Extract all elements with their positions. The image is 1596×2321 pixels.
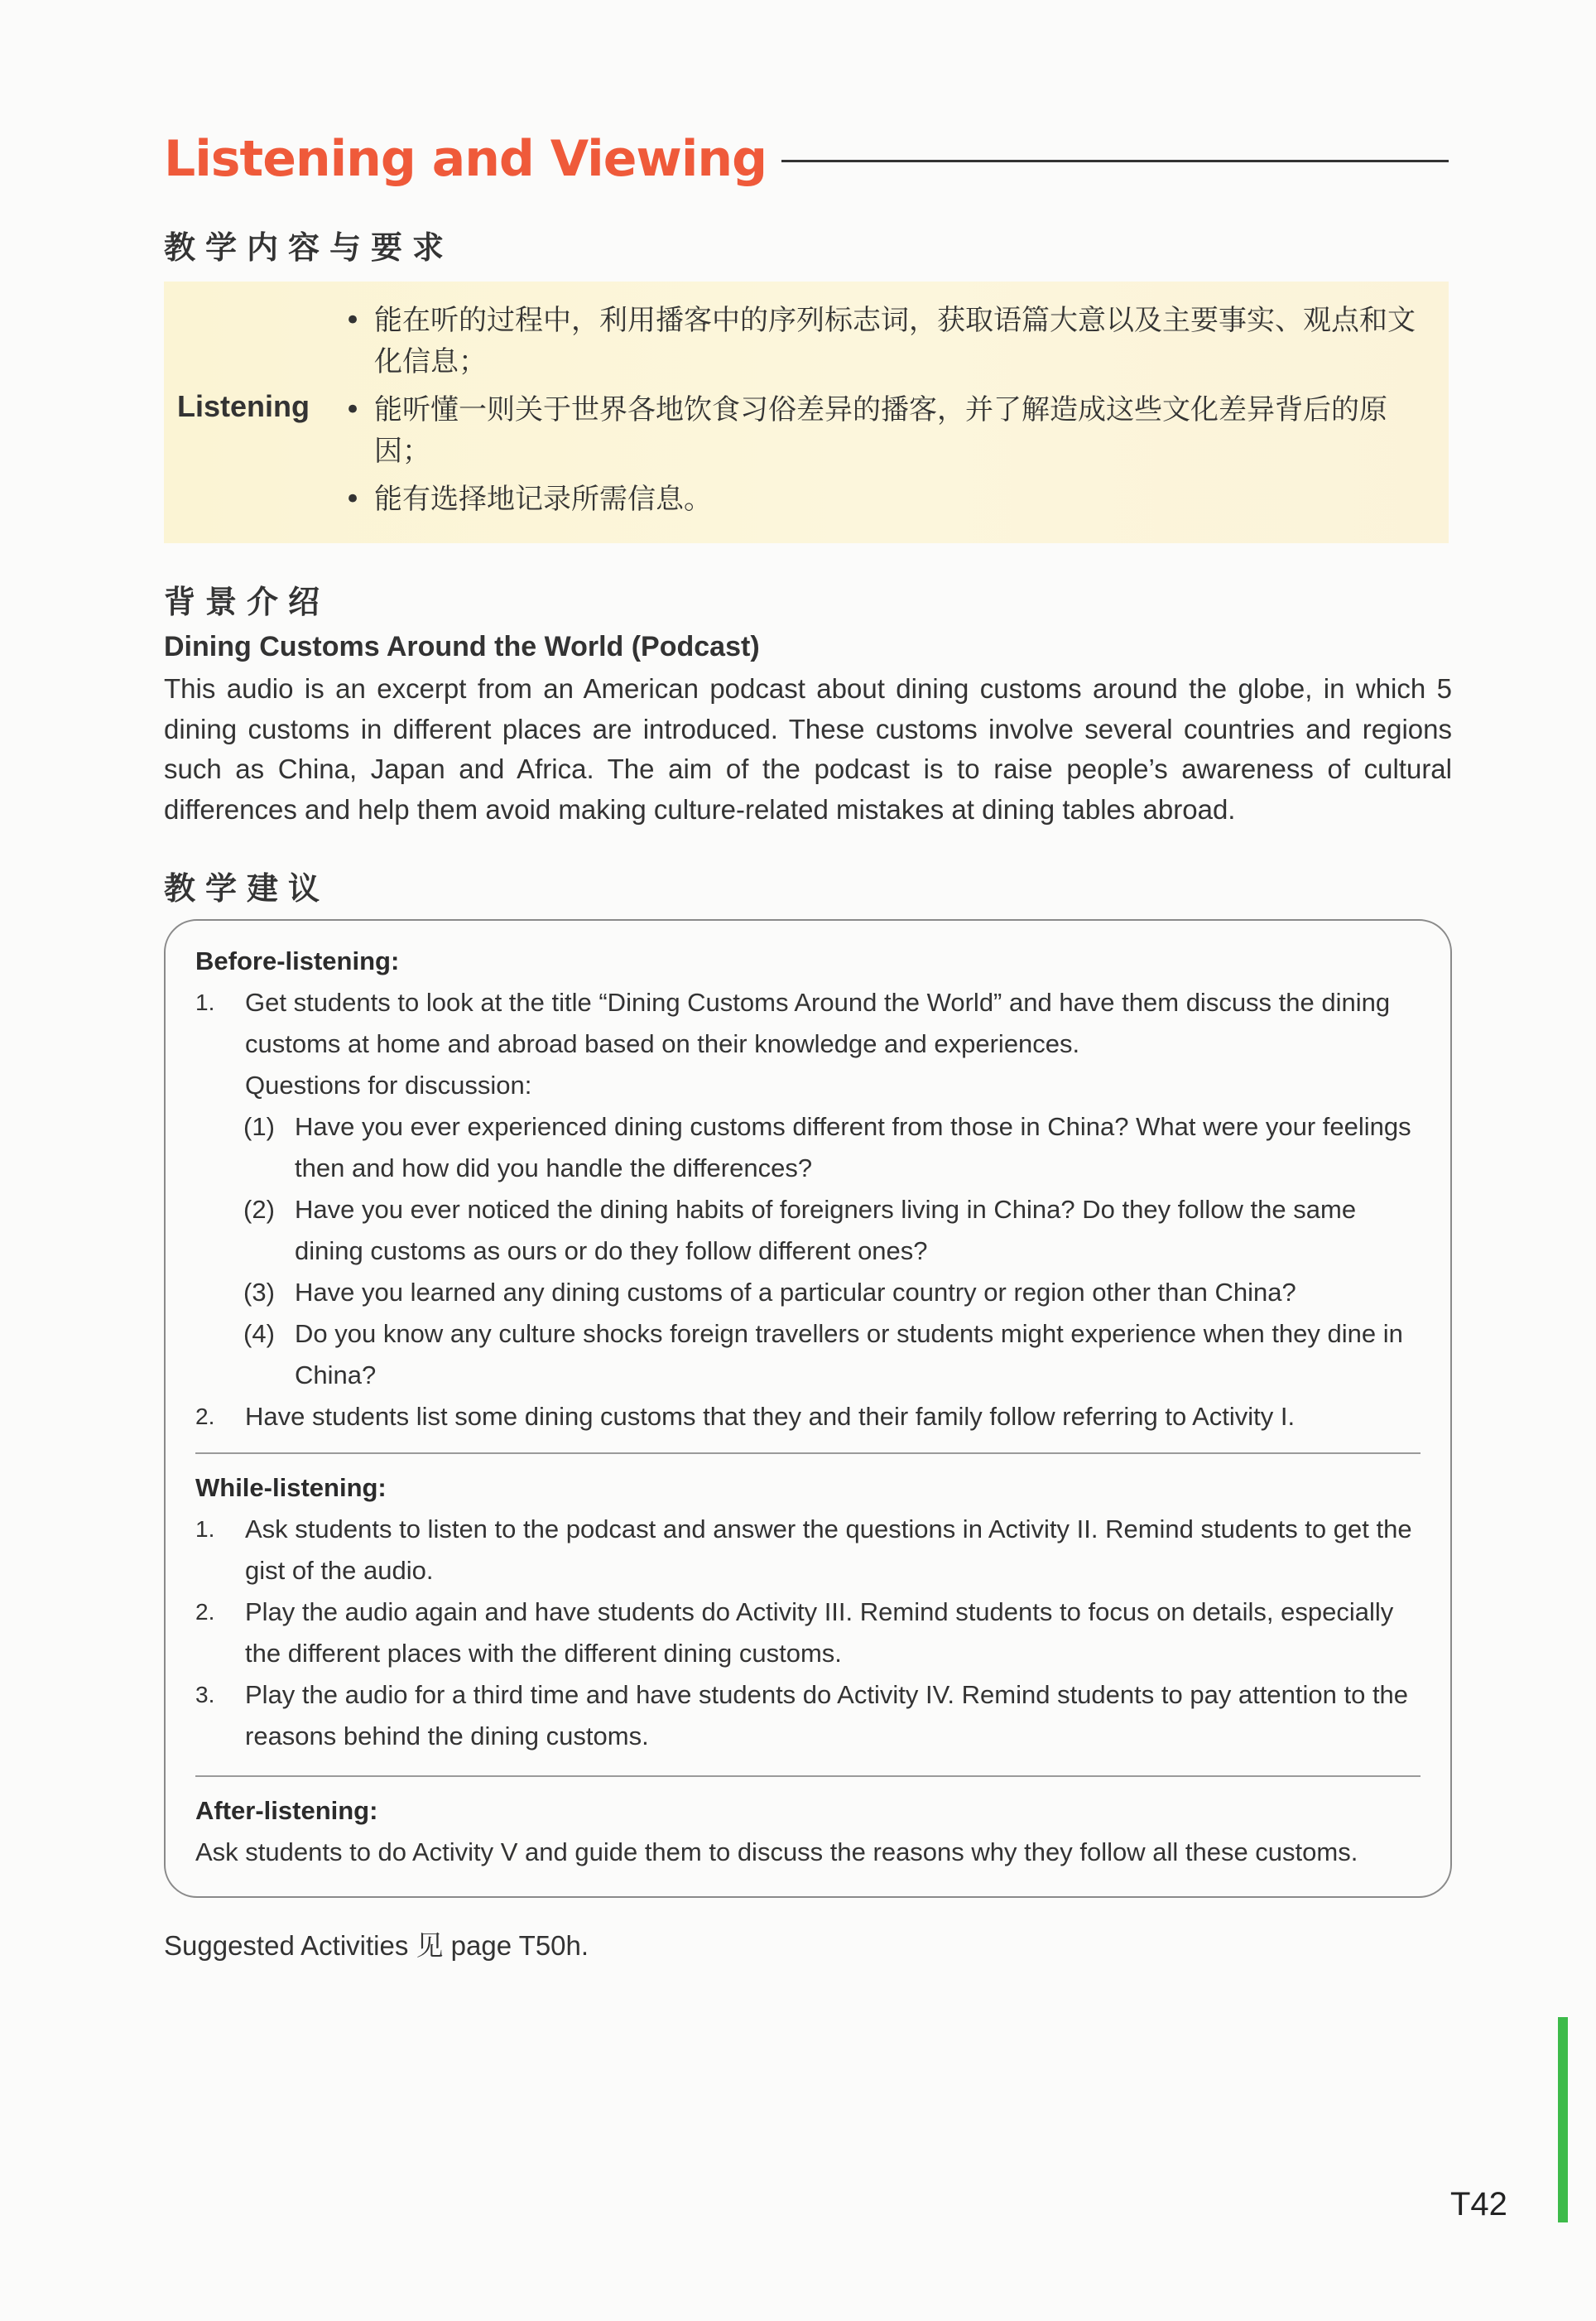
page-number: T42 [1450, 2186, 1507, 2222]
list-item: 2. Play the audio again and have students do Activity III. Remind students to focus on details, especially the different places with the different dining customs. [195, 1597, 1394, 1668]
title-rule [781, 160, 1449, 162]
requirement-item: • 能有选择地记录所需信息。 [338, 479, 1439, 520]
question-item: (1) Have you ever experienced dining customs different from those in China? What were your feelings then and how did you handle the differences? [243, 1112, 1411, 1182]
bullet-icon: • [344, 483, 362, 516]
list-item: 2. Have students list some dining customs that they and their family follow referring to Activity I. [195, 1402, 1296, 1431]
list-item: 1. Get students to look at the title “Dining Customs Around the World” and have them discuss the dining customs at home and abroad based on their knowledge and experiences. [195, 988, 1391, 1058]
section-divider [195, 1775, 1421, 1777]
before-listening-title: Before-listening: [195, 946, 400, 975]
requirements-heading: 教学内容与要求 [164, 229, 454, 266]
list-item: 3. Play the audio for a third time and have students do Activity IV. Remind students to pay attention to the reasons behind the dining customs. [195, 1680, 1409, 1750]
question-item: (4) Do you know any culture shocks foreign travellers or students might experience when they dine in China? [243, 1319, 1403, 1389]
suggestions-heading: 教学建议 [164, 870, 330, 907]
before-listening-section [195, 941, 1421, 1437]
background-subtitle: Dining Customs Around the World (Podcast) [164, 631, 760, 662]
requirement-item: • 能听懂一则关于世界各地饮食习俗差异的播客，并了解造成这些文化差异背后的原因； [338, 389, 1439, 472]
requirement-item: • 能在听的过程中，利用播客中的序列标志词，获取语篇大意以及主要事实、观点和文化信息； [338, 300, 1439, 383]
questions-label: Questions for discussion: [245, 1071, 532, 1100]
while-listening-title: While-listening: [195, 1473, 387, 1502]
edge-tab-bar [1558, 2017, 1568, 2222]
after-listening-title: After-listening: [195, 1796, 378, 1825]
requirements-table [164, 282, 1449, 543]
after-listening-text: Ask students to do Activity V and guide them to discuss the reasons why they follow all these customs. [195, 1837, 1358, 1866]
requirements-list [338, 300, 1439, 527]
list-item: 1. Ask students to listen to the podcast and answer the questions in Activity II. Remind students to get the gist of the audio. [195, 1514, 1412, 1585]
section-title: Listening and Viewing [164, 130, 767, 188]
question-item: (2) Have you ever noticed the dining habits of foreigners living in China? Do they follow the same dining customs as ours or do they follow different ones? [243, 1195, 1357, 1265]
while-listening-section [195, 1467, 1421, 1757]
section-title-row [164, 130, 1449, 188]
background-heading: 背景介绍 [164, 584, 330, 620]
requirements-label: Listening [177, 389, 310, 423]
suggested-activities: Suggested Activities 见 page T50h. [164, 1930, 589, 1961]
bullet-icon: • [344, 393, 362, 426]
question-item: (3) Have you learned any dining customs of a particular country or region other than China? [243, 1278, 1296, 1307]
section-divider [195, 1452, 1421, 1454]
background-body: This audio is an excerpt from an American podcast about dining customs around the globe, in which 5 dining customs in different places are introduced. These customs involve several countries and regions such as China, Japan and Africa. The aim of the podcast is to raise people’s awareness of cultural differences and help them avoid making culture-related mistakes at dining tables abroad. [164, 673, 1452, 825]
teaching-suggestions-box [164, 919, 1452, 1898]
bullet-icon: • [344, 304, 362, 337]
after-listening-section [195, 1790, 1421, 1873]
